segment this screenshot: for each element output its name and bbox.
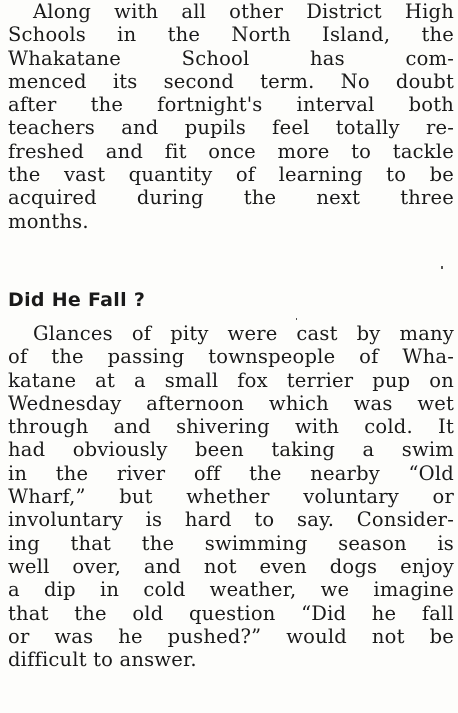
article-paragraph-fox-terrier bbox=[8, 322, 454, 671]
text-line: Glances of pity were cast by many bbox=[33, 322, 454, 345]
text-line: months. bbox=[8, 209, 89, 233]
text-line: or was he pushed?” would not be bbox=[8, 624, 454, 648]
text-line: after the fortnight's interval both bbox=[8, 93, 454, 117]
text-line: acquired during the next three bbox=[8, 186, 454, 210]
text-line: Wharf,” but whether voluntary or bbox=[8, 485, 454, 509]
article-paragraph-school-term bbox=[8, 0, 454, 233]
text-line: Wednesday afternoon which was wet bbox=[8, 391, 454, 415]
text-line: a dip in cold weather, we imagine bbox=[8, 578, 454, 602]
text-line: Whakatane School has com- bbox=[8, 46, 454, 70]
text-line: Along with all other District High bbox=[33, 0, 454, 23]
text-line: difficult to answer. bbox=[8, 648, 197, 672]
print-speck bbox=[296, 318, 297, 320]
text-line: Schools in the North Island, the bbox=[8, 23, 454, 47]
print-speck bbox=[441, 266, 443, 269]
text-line: well over, and not even dogs enjoy bbox=[8, 554, 454, 578]
text-line: freshed and fit once more to tackle bbox=[8, 139, 454, 163]
text-line: through and shivering with cold. It bbox=[8, 415, 454, 439]
text-line: that the old question “Did he fall bbox=[8, 601, 454, 625]
text-line: teachers and pupils feel totally re- bbox=[8, 116, 454, 140]
text-line: menced its second term. No doubt bbox=[8, 69, 454, 93]
text-line: in the river off the nearby “Old bbox=[8, 461, 454, 485]
text-line: the vast quantity of learning to be bbox=[8, 163, 454, 187]
text-line: ing that the swimming season is bbox=[8, 531, 454, 555]
text-line: katane at a small fox terrier pup on bbox=[8, 368, 454, 392]
text-line: had obviously been taking a swim bbox=[8, 438, 454, 462]
text-line: involuntary is hard to say. Consider- bbox=[8, 508, 454, 532]
article-heading: Did He Fall ? bbox=[8, 289, 146, 311]
text-line: of the passing townspeople of Wha- bbox=[8, 345, 454, 369]
